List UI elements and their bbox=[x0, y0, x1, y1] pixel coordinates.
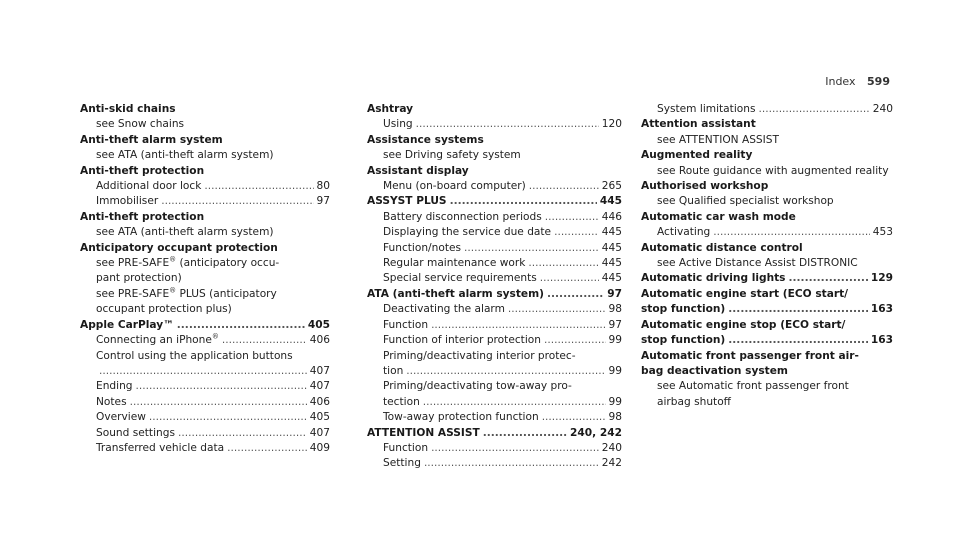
page-reference: 445 bbox=[601, 226, 622, 239]
entry-subitem bbox=[80, 379, 330, 394]
dot-leader bbox=[178, 426, 307, 441]
entry-subitem bbox=[367, 179, 622, 194]
entry-heading bbox=[641, 318, 893, 333]
dot-leader bbox=[554, 225, 599, 240]
dot-leader bbox=[416, 117, 599, 132]
entry-subitem-text: Special service requirements bbox=[383, 272, 537, 285]
entry-subitem bbox=[367, 117, 622, 132]
entry-subitem-text: Displaying the service due date bbox=[383, 226, 552, 239]
dot-leader bbox=[542, 410, 606, 425]
page-reference: 406 bbox=[309, 334, 330, 347]
page-reference: 445 bbox=[601, 272, 622, 285]
dot-leader bbox=[136, 379, 307, 394]
page-reference: 407 bbox=[309, 426, 330, 439]
page-reference: 406 bbox=[309, 395, 330, 408]
dot-leader bbox=[788, 271, 867, 286]
entry-subitem bbox=[641, 379, 893, 394]
dot-leader bbox=[406, 364, 605, 379]
entry-heading-text: Assistant display bbox=[367, 164, 469, 177]
entry-subitem bbox=[641, 395, 893, 410]
index-entry bbox=[641, 302, 893, 317]
entry-subitem-text: Ending bbox=[96, 380, 133, 393]
entry-heading-text: ATTENTION ASSIST bbox=[367, 426, 480, 439]
entry-heading bbox=[80, 318, 330, 333]
entry-subitem bbox=[80, 179, 330, 194]
entry-subitem-text: Control using the application buttons bbox=[96, 349, 293, 362]
dot-leader bbox=[545, 210, 599, 225]
dot-leader bbox=[508, 302, 606, 317]
entry-heading-text: Automatic front passenger front air- bbox=[641, 349, 859, 362]
entry-subitem bbox=[80, 302, 330, 317]
entry-heading-text: bag deactivation system bbox=[641, 364, 788, 377]
dot-leader bbox=[227, 441, 307, 456]
entry-subitem bbox=[80, 426, 330, 441]
entry-subitem bbox=[80, 441, 330, 456]
entry-heading bbox=[367, 194, 622, 209]
index-entry bbox=[641, 333, 893, 348]
dot-leader bbox=[483, 426, 567, 441]
entry-heading bbox=[641, 210, 893, 225]
entry-subitem bbox=[367, 364, 622, 379]
entry-subitem bbox=[367, 379, 622, 394]
entry-heading bbox=[80, 210, 330, 225]
index-entry bbox=[641, 271, 893, 286]
entry-subitem bbox=[641, 194, 893, 209]
page-reference: 99 bbox=[608, 395, 622, 408]
entry-subitem bbox=[80, 256, 330, 271]
dot-leader bbox=[177, 318, 305, 333]
page-reference: 240, 242 bbox=[570, 426, 622, 439]
entry-heading-text: Anti-theft protection bbox=[80, 164, 205, 177]
dot-leader bbox=[713, 225, 869, 240]
dot-leader bbox=[161, 194, 313, 209]
entry-subitem-text: Function bbox=[383, 318, 429, 331]
page-reference: 99 bbox=[608, 334, 622, 347]
entry-subitem-text: Transferred vehicle data bbox=[96, 441, 225, 454]
entry-heading bbox=[641, 179, 893, 194]
page-reference: 120 bbox=[601, 118, 622, 131]
entry-subitem bbox=[367, 302, 622, 317]
page-reference: 98 bbox=[608, 411, 622, 424]
entry-heading bbox=[641, 349, 893, 364]
entry-subitem-text: occupant protection plus) bbox=[96, 303, 232, 316]
entry-heading bbox=[641, 241, 893, 256]
entry-subitem bbox=[367, 210, 622, 225]
index-entry bbox=[641, 117, 893, 148]
entry-subitem bbox=[367, 148, 622, 163]
entry-heading-text: Anti-skid chains bbox=[80, 103, 176, 115]
page-reference: 97 bbox=[316, 195, 330, 208]
page-reference: 407 bbox=[309, 380, 330, 393]
index-entry bbox=[80, 210, 330, 241]
entry-subitem bbox=[80, 349, 330, 364]
index-entry bbox=[641, 210, 893, 241]
index-column-2 bbox=[367, 102, 622, 472]
entry-subitem bbox=[367, 225, 622, 240]
entry-subitem bbox=[80, 271, 330, 286]
page-reference: 99 bbox=[608, 364, 622, 377]
entry-subitem-text: tion bbox=[383, 364, 404, 377]
entry-subitem-text: Activating bbox=[657, 226, 711, 239]
index-column-3 bbox=[641, 102, 893, 410]
entry-heading-text: Augmented reality bbox=[641, 149, 753, 162]
dot-leader bbox=[547, 287, 604, 302]
entry-heading-text: Automatic car wash mode bbox=[641, 210, 796, 223]
dot-leader bbox=[204, 179, 313, 194]
page-reference: 445 bbox=[601, 257, 622, 270]
entry-subitem-text: Additional door lock bbox=[96, 180, 202, 193]
index-entry bbox=[641, 241, 893, 272]
dot-leader bbox=[758, 102, 869, 117]
entry-subitem bbox=[367, 256, 622, 271]
index-entry bbox=[641, 179, 893, 210]
entry-subitem-text: see Qualified specialist workshop bbox=[657, 195, 834, 208]
entry-subitem-text: see Route guidance with augmented reality bbox=[657, 164, 889, 177]
entry-subitem-text: Function/notes bbox=[383, 241, 462, 254]
dot-leader bbox=[99, 364, 307, 379]
entry-subitem-text: see Driving safety system bbox=[383, 149, 521, 162]
entry-subitem bbox=[80, 117, 330, 132]
entry-heading bbox=[367, 287, 622, 302]
dot-leader bbox=[464, 241, 599, 256]
entry-subitem bbox=[367, 333, 622, 348]
dot-leader bbox=[528, 256, 598, 271]
page-reference: 163 bbox=[870, 334, 893, 347]
dot-leader bbox=[222, 333, 307, 348]
index-entry bbox=[641, 349, 893, 364]
dot-leader bbox=[423, 395, 606, 410]
entry-subitem-text: Notes bbox=[96, 395, 127, 408]
index-entry bbox=[367, 133, 622, 164]
index-entry bbox=[641, 102, 893, 117]
dot-leader bbox=[424, 456, 599, 471]
index-entry bbox=[367, 164, 622, 195]
entry-subitem bbox=[641, 225, 893, 240]
index-column-1 bbox=[80, 102, 330, 456]
page-number: 599 bbox=[867, 75, 890, 88]
page-reference: 265 bbox=[601, 180, 622, 193]
index-entry bbox=[367, 287, 622, 426]
entry-subitem-text: Function of interior protection bbox=[383, 334, 541, 347]
entry-subitem bbox=[80, 287, 330, 302]
entry-heading bbox=[80, 164, 330, 179]
page-reference: 240 bbox=[601, 441, 622, 454]
dot-leader bbox=[540, 271, 599, 286]
entry-heading bbox=[641, 271, 893, 286]
entry-subitem-text: see ATA (anti-theft alarm system) bbox=[96, 226, 274, 239]
page-reference: 453 bbox=[872, 226, 893, 239]
entry-subitem-text: see PRE-SAFE® (anticipatory occu- bbox=[96, 255, 280, 270]
entry-subitem-text: see ATA (anti-theft alarm system) bbox=[96, 149, 274, 162]
entry-subitem bbox=[641, 133, 893, 148]
entry-subitem-text: Overview bbox=[96, 411, 146, 424]
page-reference: 129 bbox=[870, 272, 893, 285]
entry-subitem bbox=[367, 318, 622, 333]
entry-subitem-text: Priming/deactivating tow-away pro- bbox=[383, 380, 572, 393]
dot-leader bbox=[450, 194, 597, 209]
entry-subitem-text: pant protection) bbox=[96, 272, 182, 285]
entry-heading bbox=[80, 133, 330, 148]
entry-subitem-text: Setting bbox=[383, 457, 421, 470]
entry-heading bbox=[641, 333, 893, 348]
entry-subitem bbox=[80, 395, 330, 410]
entry-subitem-text: System limitations bbox=[657, 103, 756, 115]
entry-heading-text: ASSYST PLUS bbox=[367, 195, 447, 208]
dot-leader bbox=[431, 318, 605, 333]
entry-heading bbox=[367, 102, 622, 117]
entry-heading-text: ATA (anti-theft alarm system) bbox=[367, 287, 544, 300]
page-reference: 445 bbox=[601, 241, 622, 254]
entry-heading-text: Authorised workshop bbox=[641, 180, 769, 193]
index-entry bbox=[641, 364, 893, 410]
entry-subitem bbox=[641, 102, 893, 117]
entry-heading-text: Automatic distance control bbox=[641, 241, 803, 254]
entry-subitem-text: Sound settings bbox=[96, 426, 175, 439]
page-reference: 97 bbox=[608, 318, 622, 331]
entry-subitem bbox=[80, 148, 330, 163]
page-reference: 445 bbox=[599, 195, 622, 208]
entry-heading-text: Attention assistant bbox=[641, 118, 756, 131]
index-entry bbox=[367, 194, 622, 286]
entry-heading bbox=[367, 164, 622, 179]
section-title: Index bbox=[825, 75, 856, 88]
entry-subitem-text: airbag shutoff bbox=[657, 395, 731, 408]
page-reference: 240 bbox=[872, 103, 893, 115]
dot-leader bbox=[130, 395, 307, 410]
index-entry bbox=[641, 318, 893, 333]
page-header bbox=[825, 75, 890, 88]
entry-subitem-text: Immobiliser bbox=[96, 195, 159, 208]
entry-subitem bbox=[80, 225, 330, 240]
entry-heading-text: Assistance systems bbox=[367, 133, 484, 146]
entry-heading bbox=[367, 426, 622, 441]
entry-heading bbox=[80, 241, 330, 256]
entry-subitem bbox=[367, 349, 622, 364]
entry-heading-text: Anti-theft protection bbox=[80, 210, 205, 223]
entry-heading-text: Apple CarPlay™ bbox=[80, 318, 174, 331]
entry-subitem-text: Regular maintenance work bbox=[383, 257, 526, 270]
dot-leader bbox=[431, 441, 599, 456]
entry-heading-text: stop function) bbox=[641, 334, 726, 347]
page-reference: 409 bbox=[309, 441, 330, 454]
entry-subitem bbox=[80, 410, 330, 425]
entry-heading-text: Anti-theft alarm system bbox=[80, 133, 223, 146]
index-entry bbox=[80, 241, 330, 318]
entry-subitem bbox=[641, 256, 893, 271]
dot-leader bbox=[728, 333, 868, 348]
entry-heading-text: Automatic engine stop (ECO start/ bbox=[641, 318, 846, 331]
index-entry bbox=[80, 102, 330, 133]
page-reference: 97 bbox=[607, 287, 622, 300]
entry-heading-text: Ashtray bbox=[367, 103, 414, 115]
entry-heading bbox=[641, 148, 893, 163]
entry-subitem-text: see ATTENTION ASSIST bbox=[657, 133, 779, 146]
entry-subitem-text: see PRE-SAFE® PLUS (anticipatory bbox=[96, 286, 277, 300]
entry-subitem bbox=[367, 441, 622, 456]
entry-subitem-text: see Active Distance Assist DISTRONIC bbox=[657, 257, 858, 270]
entry-subitem-text: Priming/deactivating interior protec- bbox=[383, 349, 576, 362]
entry-subitem bbox=[641, 164, 893, 179]
entry-subitem bbox=[80, 333, 330, 348]
entry-subitem-text: Menu (on-board computer) bbox=[383, 180, 526, 193]
index-entry bbox=[367, 102, 622, 133]
entry-subitem bbox=[367, 410, 622, 425]
page-reference: 405 bbox=[309, 411, 330, 424]
entry-subitem bbox=[367, 456, 622, 471]
entry-subitem-text: Using bbox=[383, 118, 413, 131]
entry-subitem bbox=[80, 194, 330, 209]
dot-leader bbox=[529, 179, 599, 194]
entry-heading bbox=[641, 287, 893, 302]
index-entry bbox=[80, 318, 330, 457]
entry-heading-text: stop function) bbox=[641, 303, 726, 316]
page-reference: 242 bbox=[601, 457, 622, 470]
entry-subitem-text: Connecting an iPhone® bbox=[96, 332, 219, 347]
page-reference: 446 bbox=[601, 210, 622, 223]
entry-subitem-text: Deactivating the alarm bbox=[383, 303, 505, 316]
entry-heading-text: Anticipatory occupant protection bbox=[80, 241, 278, 254]
entry-subitem bbox=[367, 271, 622, 286]
entry-subitem-text: tection bbox=[383, 395, 420, 408]
page-reference: 80 bbox=[316, 180, 330, 193]
page-reference: 163 bbox=[870, 303, 893, 316]
entry-heading bbox=[80, 102, 330, 117]
index-entry bbox=[641, 148, 893, 179]
entry-heading bbox=[641, 302, 893, 317]
entry-heading bbox=[641, 364, 893, 379]
page-reference: 407 bbox=[309, 364, 330, 377]
entry-heading-text: Automatic driving lights bbox=[641, 272, 786, 285]
entry-subitem-text: Battery disconnection periods bbox=[383, 210, 542, 223]
dot-leader bbox=[544, 333, 606, 348]
index-entry bbox=[80, 133, 330, 164]
entry-heading bbox=[367, 133, 622, 148]
entry-subitem bbox=[367, 241, 622, 256]
dot-leader bbox=[728, 302, 868, 317]
dot-leader bbox=[149, 410, 307, 425]
entry-heading bbox=[641, 117, 893, 132]
entry-subitem bbox=[367, 395, 622, 410]
entry-heading-text: Automatic engine start (ECO start/ bbox=[641, 287, 849, 300]
page-reference: 405 bbox=[307, 318, 330, 331]
entry-subitem-text: Tow-away protection function bbox=[383, 411, 539, 424]
index-entry bbox=[367, 426, 622, 472]
entry-subitem-text: see Automatic front passenger front bbox=[657, 380, 849, 393]
index-entry bbox=[80, 164, 330, 210]
entry-subitem bbox=[80, 364, 330, 379]
page-reference: 98 bbox=[608, 303, 622, 316]
entry-subitem-text: see Snow chains bbox=[96, 118, 185, 131]
index-entry bbox=[641, 287, 893, 302]
entry-subitem-text: Function bbox=[383, 441, 429, 454]
